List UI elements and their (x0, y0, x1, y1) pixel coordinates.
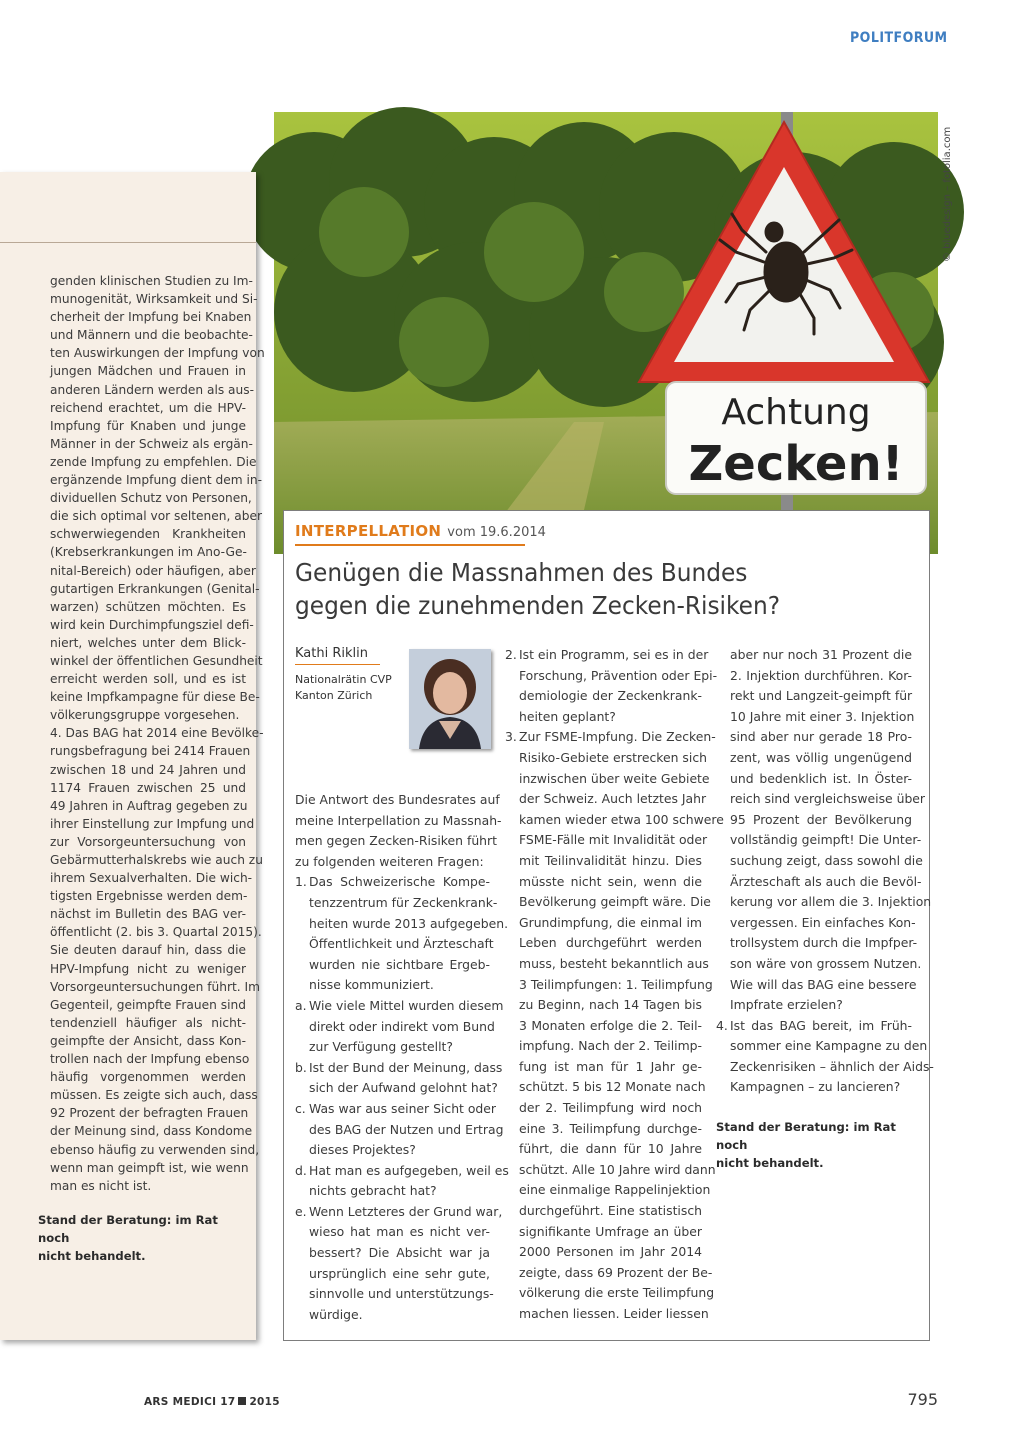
line-text: fung ist man für 1 Jahr ge- (519, 1058, 702, 1074)
text-line (295, 1264, 490, 1285)
text-line (505, 851, 702, 872)
line-text: sich der Aufwand gelohnt hat? (309, 1080, 498, 1096)
text-line (505, 707, 702, 728)
text-line (716, 954, 922, 975)
text-line: tendenziell häufiger als nicht- (50, 1015, 246, 1030)
line-text: machen liessen. Leider liessen (519, 1306, 709, 1321)
text-line: winkel der öffentlichen Gesundheit (50, 653, 263, 668)
list-marker: d. (295, 1162, 307, 1178)
text-line (295, 1078, 498, 1099)
line-text: Wenn Letzteres der Grund war, (309, 1203, 503, 1219)
text-line (505, 1057, 702, 1078)
text-line: jungen Mädchen und Frauen in (50, 364, 246, 379)
text-line: erreicht werden soll, und es ist (50, 672, 246, 687)
text-line: (Krebserkrankungen im Ano-Ge- (50, 545, 247, 560)
text-line: geimpfte der Ansicht, dass Kon- (50, 1033, 246, 1048)
line-text: Leben durchgeführt werden (519, 935, 702, 951)
line-text: Wie will das BAG eine bessere (730, 976, 917, 992)
list-marker: 1. (295, 874, 307, 890)
text-line (716, 748, 912, 769)
text-line (505, 933, 702, 954)
text-line (716, 727, 912, 748)
text-line (295, 1284, 494, 1305)
section-label: POLITFORUM (850, 30, 948, 46)
text-line (716, 789, 926, 810)
line-text: signifikante Umfrage an über (519, 1223, 702, 1239)
text-line (505, 995, 702, 1016)
line-text: 3 Teilimpfungen: 1. Teilimpfung (519, 976, 713, 992)
text-line (716, 810, 912, 831)
headline-line: gegen die zunehmenden Zecken-Risiken? (295, 591, 781, 620)
text-line: trollen nach der Impfung ebenso (50, 1052, 250, 1067)
line-text: tenzzentrum für Zeckenkrank- (309, 894, 498, 910)
line-text: Ist das BAG bereit, im Früh- (730, 1017, 912, 1033)
line-text: ursprünglich eine sehr gute, (309, 1265, 490, 1281)
headline-line: Genügen die Massnahmen des Bundes (295, 558, 748, 587)
text-line: Vorsorgeuntersuchungen führt. Im (50, 979, 260, 994)
line-text: Grundimpfung, die einmal im (519, 914, 702, 930)
text-line (505, 810, 724, 831)
line-text: vollständig geimpft! Die Unter- (730, 832, 922, 848)
line-text: nichts gebracht hat? (309, 1183, 437, 1199)
line-text: der 2. Teilimpfung wird noch (519, 1100, 702, 1116)
line-text: Ärzteschaft als auch die Bevöl- (730, 873, 922, 889)
text-line (295, 1222, 490, 1243)
text-line (505, 748, 707, 769)
line-text: son wäre von grossem Nutzen. (730, 955, 922, 971)
text-line: HPV-Impfung nicht zu weniger (50, 961, 246, 976)
line-text: Wie viele Mittel wurden diesem (309, 997, 504, 1013)
line-text: heiten wurde 2013 aufgegeben. (309, 915, 509, 931)
line-text: würdige. (309, 1306, 363, 1322)
text-line (505, 1222, 702, 1243)
text-line (505, 975, 713, 996)
text-line: öffentlicht (2. bis 3. Quartal 2015). (50, 925, 262, 940)
text-line: wird kein Durchimpfungsziel defi- (50, 617, 254, 632)
text-line (505, 1139, 702, 1160)
journal-name: ARS MEDICI 17 (144, 1396, 236, 1408)
text-line (716, 686, 912, 707)
sign-text-line2: Zecken! (688, 436, 904, 492)
text-line: tigsten Ergebnisse werden dem- (50, 889, 248, 904)
list-marker: b. (295, 1059, 307, 1075)
line-text: heiten geplant? (519, 708, 616, 724)
line-text: schützt. 5 bis 12 Monate nach (519, 1079, 706, 1095)
article-column-3 (716, 645, 934, 1098)
text-line: munogenität, Wirksamkeit und Si- (50, 292, 258, 307)
text-line (295, 1017, 495, 1038)
line-text: zeigte, dass 69 Prozent der Be- (519, 1264, 713, 1280)
text-line (505, 892, 711, 913)
text-line (716, 995, 912, 1016)
line-text: der Schweiz. Auch letztes Jahr (519, 791, 707, 807)
line-text: Kampagnen – zu lancieren? (730, 1079, 901, 1095)
text-line (505, 913, 702, 934)
line-text: zent, was völlig ungenügend (730, 749, 912, 765)
text-line: zur Vorsorgeuntersuchung von (50, 834, 246, 849)
list-marker: 4. (716, 1017, 728, 1033)
line-text: 95 Prozent der Bevölkerung (730, 811, 912, 827)
text-line (505, 830, 708, 851)
text-line (716, 872, 922, 893)
line-text: Öffentlichkeit und Ärzteschaft (309, 936, 494, 952)
text-line (716, 1016, 912, 1037)
line-text: trollsystem durch die Impfper- (730, 935, 918, 951)
text-line (505, 1180, 711, 1201)
text-line (505, 1304, 709, 1325)
text-line (295, 1243, 490, 1264)
line-text: Impfrate erzielen? (730, 997, 843, 1013)
text-line: Sie deuten darauf hin, dass die (50, 943, 246, 958)
line-text: führt, die dann für 10 Jahre (519, 1141, 702, 1157)
text-line: der Meinung sind, dass Kondome (50, 1124, 253, 1139)
line-text: sinnvolle und unterstützungs- (309, 1286, 494, 1302)
line-text: vergessen. Ein einfaches Kon- (730, 914, 916, 930)
text-line (295, 975, 490, 996)
text-line (295, 811, 502, 832)
text-line: häufig vorgenommen werden (50, 1070, 246, 1085)
line-text: reich sind vergleichsweise über (730, 791, 926, 807)
text-line: dividuellen Schutz von Personen, (50, 491, 252, 506)
line-text: kamen wieder etwa 100 schwere (519, 811, 724, 827)
line-text: impfung. Nach der 2. Teilimp- (519, 1038, 702, 1054)
photo-illustration (274, 112, 938, 554)
status-line: Stand der Beratung: im Rat noch (38, 1213, 218, 1245)
line-text: dieses Projektes? (309, 1142, 416, 1158)
text-line (505, 1201, 702, 1222)
line-text: Bevölkerung geimpft wäre. Die (519, 894, 711, 910)
text-line: nital-Bereich) oder häufigen, aber (50, 563, 256, 578)
article-kicker (295, 521, 546, 540)
text-line (295, 934, 494, 955)
text-line (295, 872, 490, 893)
text-line (716, 892, 932, 913)
text-line: völkerungsgruppe vorgesehen. (50, 708, 240, 723)
text-line: ihrer Einstellung zur Impfung und (50, 816, 255, 831)
text-line: müssen. Es zeigte sich auch, dass (50, 1088, 258, 1103)
text-line: zende Impfung zu empfehlen. Die (50, 454, 257, 469)
text-line (505, 645, 709, 666)
text-line (716, 769, 912, 790)
line-text: 2000 Personen im Jahr 2014 (519, 1244, 702, 1260)
text-line: gutartigen Erkrankungen (Genital- (50, 581, 260, 596)
divider (0, 242, 256, 243)
text-line: und Männern und die beobachte- (50, 328, 253, 343)
text-line (505, 666, 718, 687)
text-line (295, 893, 498, 914)
text-line (295, 1058, 503, 1079)
line-text: Hat man es aufgegeben, weil es (309, 1162, 509, 1178)
text-line (505, 1119, 702, 1140)
tick-warning-photo (274, 112, 938, 554)
text-line (295, 914, 509, 935)
list-marker: e. (295, 1203, 307, 1219)
page-number: 795 (907, 1390, 938, 1409)
text-line: anderen Ländern werden als aus- (50, 382, 254, 397)
line-text: Das Schweizerische Kompe- (309, 874, 490, 890)
text-line (716, 933, 918, 954)
text-line: Impfung für Knaben und junge (50, 418, 246, 433)
line-text: zu folgenden weiteren Fragen: (295, 853, 484, 869)
text-line (716, 975, 917, 996)
text-line: niert, welches unter dem Blick- (50, 635, 246, 650)
text-line (295, 1202, 503, 1223)
line-text: völkerung die erste Teilimpfung (519, 1285, 715, 1301)
line-text: sind aber nur gerade 18 Pro- (730, 729, 912, 745)
status-line: nicht behandelt. (38, 1249, 146, 1263)
line-text: eine 3. Teilimpfung durchge- (519, 1120, 702, 1136)
kicker-label: INTERPELLATION (295, 522, 442, 540)
line-text: Forschung, Prävention oder Epi- (519, 667, 718, 683)
line-text: durchgeführt. Eine statistisch (519, 1203, 702, 1219)
text-line (505, 686, 702, 707)
line-text: Risiko-Gebiete erstrecken sich (519, 749, 707, 765)
sign-text-line1: Achtung (721, 392, 871, 433)
line-text: 10 Jahre mit einer 3. Injektion (730, 708, 915, 724)
text-line: ihrem Sexualverhalten. Die wich- (50, 871, 253, 886)
text-line: nächst im Bulletin des BAG ver- (50, 907, 246, 922)
article-headline (295, 556, 872, 622)
list-marker: 3. (505, 729, 517, 745)
photo-credit: © bluedesign – fotolia.com (942, 126, 953, 262)
article-status-note (716, 1118, 916, 1172)
line-text: 2. Injektion durchführen. Kor- (730, 667, 912, 683)
line-text: bessert? Die Absicht war ja (309, 1245, 490, 1261)
text-line: die sich optimal vor seltenen, aber (50, 509, 262, 524)
author-name: Kathi Riklin (295, 646, 368, 661)
text-line (716, 1057, 934, 1078)
status-line: Stand der Beratung: im Rat noch (716, 1120, 896, 1152)
article-column-2 (505, 645, 724, 1325)
text-line (716, 851, 923, 872)
text-line (505, 1242, 702, 1263)
text-line: cherheit der Impfung bei Knaben (50, 310, 252, 325)
text-line (505, 1283, 715, 1304)
text-line: wenn man geimpft ist, wie wenn (50, 1160, 249, 1175)
line-text: inzwischen über weite Gebiete (519, 770, 710, 786)
text-line: Gegenteil, geimpfte Frauen sind (50, 997, 246, 1012)
list-marker: 2. (505, 647, 517, 662)
text-line (505, 1016, 702, 1037)
text-line (716, 1077, 912, 1098)
text-line (295, 1161, 509, 1182)
text-line (295, 790, 500, 811)
author-role: Nationalrätin CVP (295, 673, 392, 686)
square-bullet-icon (238, 1397, 246, 1405)
text-line: warzen) schützen möchten. Es (50, 599, 246, 614)
journal-year: 2015 (249, 1396, 280, 1408)
text-line (505, 1098, 702, 1119)
line-text: zur Verfügung gestellt? (309, 1039, 453, 1055)
line-text: sommer eine Kampagne zu den (730, 1038, 928, 1054)
text-line (295, 1120, 504, 1141)
left-column-text (50, 272, 265, 1195)
text-line (295, 852, 490, 873)
text-line: reichend erachtet, um die HPV- (50, 400, 246, 415)
text-line (295, 1037, 490, 1058)
line-text: suchung zeigt, dass sowohl die (730, 852, 923, 868)
text-line: ten Auswirkungen der Impfung von (50, 346, 265, 361)
text-line: Gebärmutterhalskrebs wie auch zu (50, 853, 263, 867)
text-line: 92 Prozent der befragten Frauen (50, 1106, 249, 1121)
line-text: muss, besteht bekanntlich aus (519, 955, 709, 971)
author-portrait (409, 649, 491, 749)
line-text: men gegen Zecken-Risiken führt (295, 833, 497, 849)
line-text: wieso hat man es nicht ver- (309, 1224, 490, 1240)
text-line: rungsbefragung bei 2414 Frauen (50, 744, 251, 759)
line-text: direkt oder indirekt vom Bund (309, 1018, 495, 1034)
line-text: des BAG der Nutzen und Ertrag (309, 1121, 504, 1137)
line-text: Die Antwort des Bundesrates auf (295, 792, 500, 807)
text-line (505, 954, 709, 975)
line-text: müsste nicht sein, wenn die (519, 873, 702, 889)
line-text: Was war aus seiner Sicht oder (309, 1100, 497, 1116)
line-text: schützt. Alle 10 Jahre wird dann (519, 1161, 716, 1177)
line-text: Ist der Bund der Meinung, dass (309, 1059, 503, 1075)
author-rule (295, 664, 380, 665)
kicker-rule (295, 544, 525, 546)
kicker-date: vom 19.6.2014 (447, 525, 546, 540)
text-line: 1174 Frauen zwischen 25 und (50, 780, 246, 795)
text-line (505, 789, 707, 810)
text-line (505, 1077, 706, 1098)
line-text: kerung vor allem die 3. Injektion (730, 894, 932, 910)
text-line (295, 996, 504, 1017)
text-line: zwischen 18 und 24 Jahren und (50, 762, 246, 777)
text-line (716, 666, 912, 687)
line-text: Zur FSME-Impfung. Die Zecken- (519, 729, 716, 745)
text-line (716, 707, 915, 728)
list-marker: c. (295, 1100, 306, 1116)
line-text: demiologie der Zeckenkrank- (519, 688, 702, 704)
line-text: 3 Monaten erfolge die 2. Teil- (519, 1017, 702, 1033)
text-line (295, 1099, 497, 1120)
text-line: ergänzende Impfung dient dem in- (50, 473, 262, 488)
line-text: mit Teilinvalidität hinzu. Dies (519, 852, 702, 868)
text-line (505, 1036, 702, 1057)
text-line (505, 727, 716, 748)
text-line (295, 831, 497, 852)
author-region: Kanton Zürich (295, 689, 373, 702)
text-line (295, 1305, 490, 1326)
text-line (505, 872, 702, 893)
line-text: Ist ein Programm, sei es in der (519, 647, 709, 662)
left-status-note (38, 1211, 248, 1265)
list-marker: a. (295, 997, 307, 1013)
line-text: rekt und Langzeit-geimpft für (730, 688, 913, 704)
text-line: ebenso häufig zu verwenden sind, (50, 1142, 260, 1157)
text-line (716, 913, 916, 934)
line-text: nisse kommuniziert. (309, 977, 434, 993)
line-text: wurden nie sichtbare Ergeb- (309, 956, 490, 972)
text-line (295, 1181, 490, 1202)
text-line (505, 1263, 713, 1284)
author-title (295, 672, 392, 704)
text-line (295, 1140, 490, 1161)
line-text: FSME-Fälle mit Invalidität oder (519, 832, 708, 848)
text-line (295, 955, 490, 976)
line-text: zu Beginn, nach 14 Tagen bis (519, 997, 702, 1013)
text-line: man es nicht ist. (50, 1178, 152, 1193)
line-text: Zeckenrisiken – ähnlich der Aids- (730, 1058, 934, 1074)
text-line (505, 1160, 716, 1181)
line-text: und bedenklich ist. In Öster- (730, 770, 912, 786)
status-line: nicht behandelt. (716, 1156, 824, 1170)
line-text: eine einmalige Rappelinjektion (519, 1182, 711, 1198)
text-line: 4. Das BAG hat 2014 eine Bevölke- (50, 726, 264, 741)
line-text: meine Interpellation zu Massnah- (295, 812, 502, 828)
text-line (716, 645, 912, 666)
text-line (505, 769, 710, 790)
text-line (716, 1036, 928, 1057)
text-line: 49 Jahren in Auftrag gegeben zu (50, 798, 248, 813)
line-text: aber nur noch 31 Prozent die (730, 647, 912, 662)
article-column-1 (295, 790, 509, 1325)
text-line (716, 830, 922, 851)
text-line: genden klinischen Studien zu Im- (50, 274, 253, 288)
journal-footer (144, 1396, 280, 1408)
text-line: Männer in der Schweiz als ergän- (50, 436, 253, 451)
text-line: keine Impfkampagne für diese Be- (50, 690, 260, 705)
text-line: schwerwiegenden Krankheiten (50, 527, 246, 542)
